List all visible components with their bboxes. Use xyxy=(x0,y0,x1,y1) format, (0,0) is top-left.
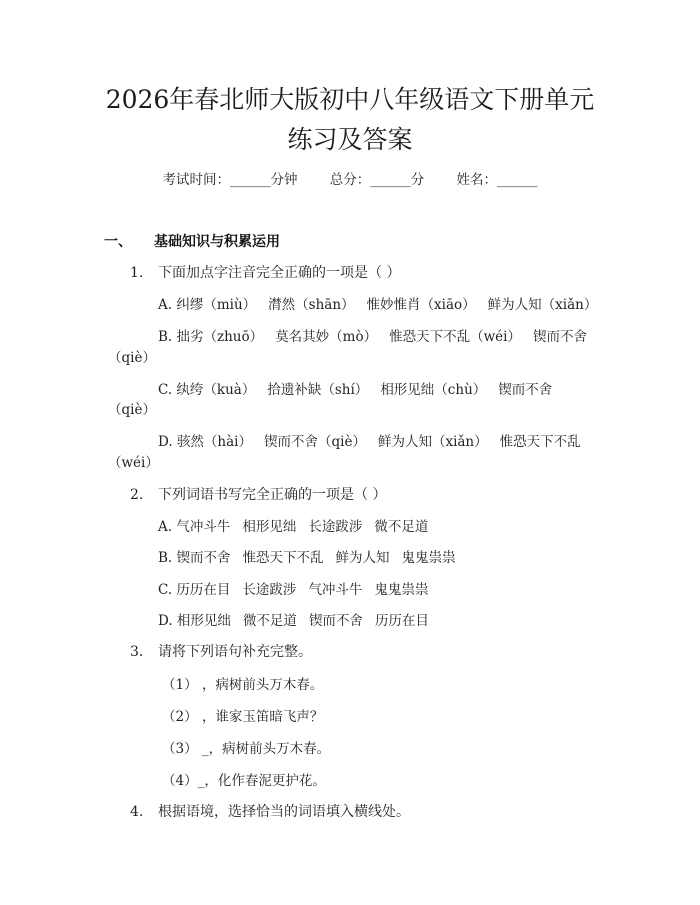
name-blank: ______ xyxy=(497,172,538,188)
question-2: 2. 下列词语书写完全正确的一项是（ ） xyxy=(130,487,387,503)
q1-option-d-wrap: （wéi） xyxy=(108,455,159,471)
time-blank: ______ xyxy=(229,172,271,188)
q1-option-b-wrap: （qiè） xyxy=(108,350,156,366)
section-number: 一、 xyxy=(104,234,132,250)
student-name: 姓名：______ xyxy=(456,172,538,188)
exam-time: 考试时间：______分钟 xyxy=(162,172,298,188)
document-title xyxy=(70,80,630,160)
q3-item-3: （3） _，病树前头万木春。 xyxy=(162,741,331,757)
q3-item-2: （2） ，谁家玉笛暗飞声？ xyxy=(162,709,324,725)
q1-option-b: B. 拙劣（zhuō） 莫名其妙（mò） 惟恐天下不乱（wéi） 锲而不舍 xyxy=(158,329,587,345)
total-score: 总分：______分 xyxy=(329,172,425,188)
q1-option-d: D. 骇然（hài） 锲而不舍（qiè） 鲜为人知（xiǎn） 惟恐天下不乱 xyxy=(158,434,581,450)
title-line-1: 2026年春北师大版初中八年级语文下册单元 xyxy=(105,85,595,114)
q3-item-4: （4）_，化作春泥更护花。 xyxy=(162,773,326,789)
q2-option-a: A. 气冲斗牛 相形见绌 长途跋涉 微不足道 xyxy=(158,519,429,535)
score-blank: ______ xyxy=(370,172,411,188)
question-3: 3. 请将下列语句补充完整。 xyxy=(130,644,312,660)
q1-option-c: C. 纨绔（kuà） 拾遗补缺（shí） 相形见绌（chù） 锲而不舍 xyxy=(158,382,553,398)
q2-option-b: B. 锲而不舍 惟恐天下不乱 鲜为人知 鬼鬼祟祟 xyxy=(158,550,456,566)
section-heading xyxy=(104,231,280,251)
question-4: 4. 根据语境，选择恰当的词语填入横线处。 xyxy=(130,804,410,820)
q1-option-a: A. 纠缪（miù） 潸然（shān） 惟妙惟肖（xiāo） 鲜为人知（xiǎn） xyxy=(158,297,598,313)
q2-option-d: D. 相形见绌 微不足道 锲而不舍 历历在目 xyxy=(158,613,429,629)
q1-option-c-wrap: （qiè） xyxy=(108,402,156,418)
q2-option-c: C. 历历在目 长途跋涉 气冲斗牛 鬼鬼祟祟 xyxy=(158,582,429,598)
question-1: 1. 下面加点字注音完全正确的一项是（ ） xyxy=(130,265,401,281)
exam-meta xyxy=(0,168,700,188)
section-title: 基础知识与积累运用 xyxy=(154,234,280,250)
title-line-2: 练习及答案 xyxy=(287,125,413,154)
q3-item-1: （1） ，病树前头万木春。 xyxy=(162,677,324,693)
